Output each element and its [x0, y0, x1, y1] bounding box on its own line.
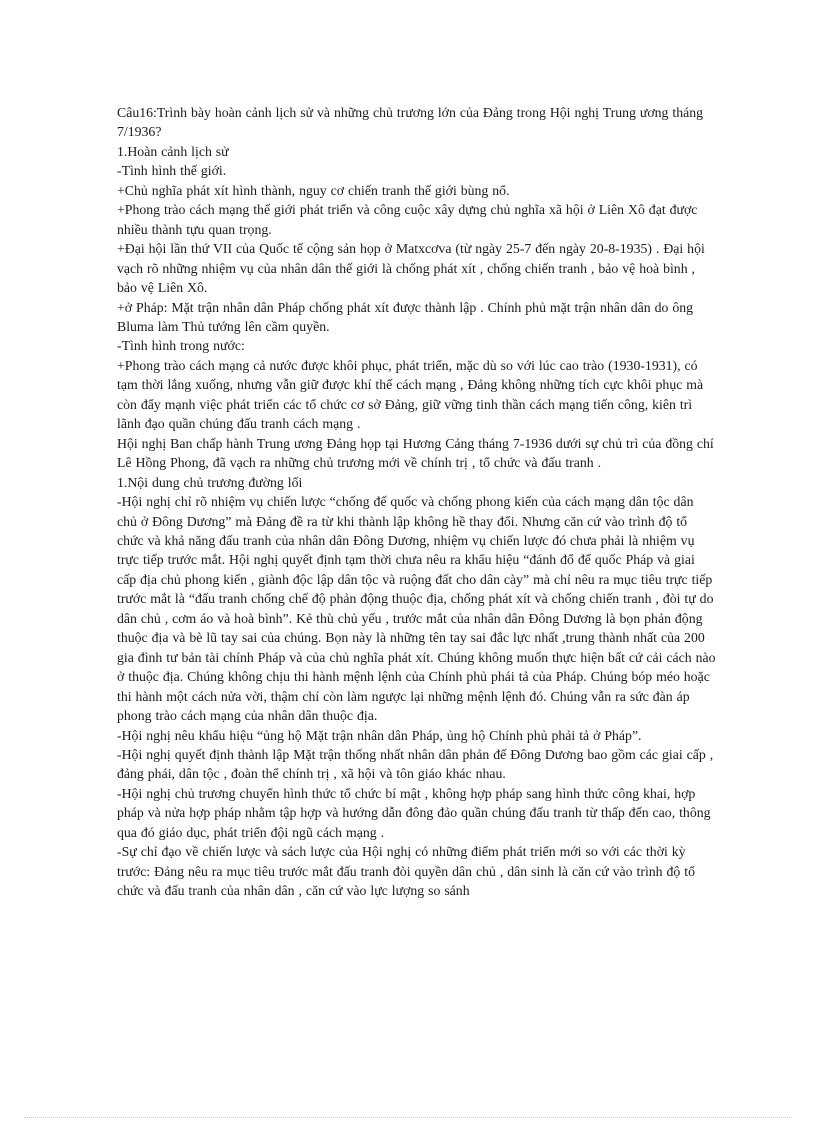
document-page: [117, 103, 717, 901]
page-bottom-divider: [24, 1117, 792, 1118]
paragraph-comintern-congress: +Đại hội lần thứ VII của Quốc tế cộng sản họp ở Matxcơva (từ ngày 25-7 đến ngày 20-8-1935) . Đại hội vạch rõ những nhiệm vụ của nhân dân thế giới là chống phát xít , chống chiến tranh , bảo vệ hoà bình , bảo vệ Liên Xô.: [117, 241, 705, 296]
paragraph-strategic-task: -Hội nghị chỉ rõ nhiệm vụ chiến lược “chống đế quốc và chống phong kiến của cách mạng dân tộc dân chủ ở Đông Dương” mà Đảng đề ra từ khi thành lập không hề thay đổi. Nhưng căn cứ vào trình độ tổ chức và khả năng đấu tranh của nhân dân Đông Dương, nhiệm vụ chiến lược đó chưa phải là nhiệm vụ trực tiếp trước mắt. Hội nghị quyết định tạm thời chưa nêu ra khẩu hiệu “đánh đổ đế quốc Pháp và giai cấp địa chủ phong kiến , giành độc lập dân tộc và ruộng đất cho dân cày” mà chỉ nêu ra mục tiêu trực tiếp trước mắt là “đấu tranh chống chế độ phản động thuộc địa, chống phát xít và chống chiến tranh , đòi tự do dân chủ , cơm áo và hoà bình”. Kẻ thù chủ yếu , trước mắt của nhân dân Đông Dương là bọn phản động thuộc địa và bè lũ tay sai của chúng. Bọn này là những tên tay sai đắc lực nhất ,trung thành nhất của 200 gia đình tư bản tài chính Pháp và của chủ nghĩa phát xít. Chúng không muốn thực hiện bất cứ cải cách nào ở thuộc địa. Chúng không chịu thi hành mệnh lệnh của Chính phủ phái tả của Pháp. Chúng bóp méo hoặc thi hành một cách nửa vời, thậm chí còn làm ngược lại những mệnh lệnh đó. Chúng vẫn ra sức đàn áp phong trào cách mạng của nhân dân thuộc địa.: [117, 494, 716, 724]
subheading-domestic-situation: -Tình hình trong nước:: [117, 338, 245, 354]
paragraph-france-popular-front: +ở Pháp: Mặt trận nhân dân Pháp chống phát xít được thành lập . Chính phủ mặt trận nhân dân do ông Bluma làm Thủ tướng lên cầm quyền.: [117, 299, 694, 334]
paragraph-world-revolution: +Phong trào cách mạng thế giới phát triển và công cuộc xây dựng chủ nghĩa xã hội ở Liên Xô đạt được nhiều thành tựu quan trọng.: [117, 202, 698, 237]
paragraph-slogan: -Hội nghị nêu khẩu hiệu “ủng hộ Mặt trận nhân dân Pháp, ủng hộ Chính phủ phải tả ở Pháp”.: [117, 727, 642, 743]
paragraph-organization-forms: -Hội nghị chủ trương chuyển hình thức tổ chức bí mật , không hợp pháp sang hình thức công khai, hợp pháp và nửa hợp pháp nhằm tập hợp và hướng dẫn đông đảo quần chúng đấu tranh từ thấp đến cao, thông qua đó giáo dục, phát triển đội ngũ cách mạng .: [117, 785, 711, 840]
subheading-world-situation: -Tình hình thế giới.: [117, 163, 227, 179]
paragraph-fascism: +Chủ nghĩa phát xít hình thành, nguy cơ chiến tranh thế giới bùng nổ.: [117, 182, 510, 198]
section-heading-historical-context: 1.Hoàn cảnh lịch sử: [117, 143, 229, 159]
paragraph-united-front: -Hội nghị quyết định thành lập Mặt trận thống nhất nhân dân phản đế Đông Dương bao gồm các giai cấp , đảng phái, dân tộc , đoàn thể chính trị , xã hội và tôn giáo khác nhau.: [117, 746, 714, 782]
paragraph-strategy-development: -Sự chỉ đạo về chiến lược và sách lược của Hội nghị có những điểm phát triển mới so với các thời kỳ trước: Đảng nêu ra mục tiêu trước mắt đấu tranh đòi quyền dân chủ , dân sinh là căn cứ vào trình độ tổ chức và đấu tranh của nhân dân , căn cứ vào lực lượng so sánh: [117, 844, 696, 899]
section-heading-policy-content: 1.Nội dung chủ trương đường lối: [117, 474, 303, 490]
paragraph-conference-hong-kong: Hội nghị Ban chấp hành Trung ương Đảng họp tại Hương Cảng tháng 7-1936 dưới sự chủ trì của đồng chí Lê Hồng Phong, đã vạch ra những chủ trương mới về chính trị , tổ chức và đấu tranh .: [117, 435, 714, 471]
paragraph-domestic-movement: +Phong trào cách mạng cả nước được khôi phục, phát triển, mặc dù so với lúc cao trào (1930-1931), có tạm thời lắng xuống, nhưng vẫn giữ được khí thế cách mạng , Đảng không những tích cực khôi phục mà còn đẩy mạnh việc phát triển các tổ chức cơ sở Đảng, giữ vững tinh thần cách mạng tiến công, kiên trì lãnh đạo quần chúng đấu tranh cách mạng .: [117, 357, 704, 432]
question-heading: Câu16:Trình bày hoàn cảnh lịch sử và những chủ trương lớn của Đảng trong Hội nghị Trung ương tháng 7/1936?: [117, 105, 704, 140]
